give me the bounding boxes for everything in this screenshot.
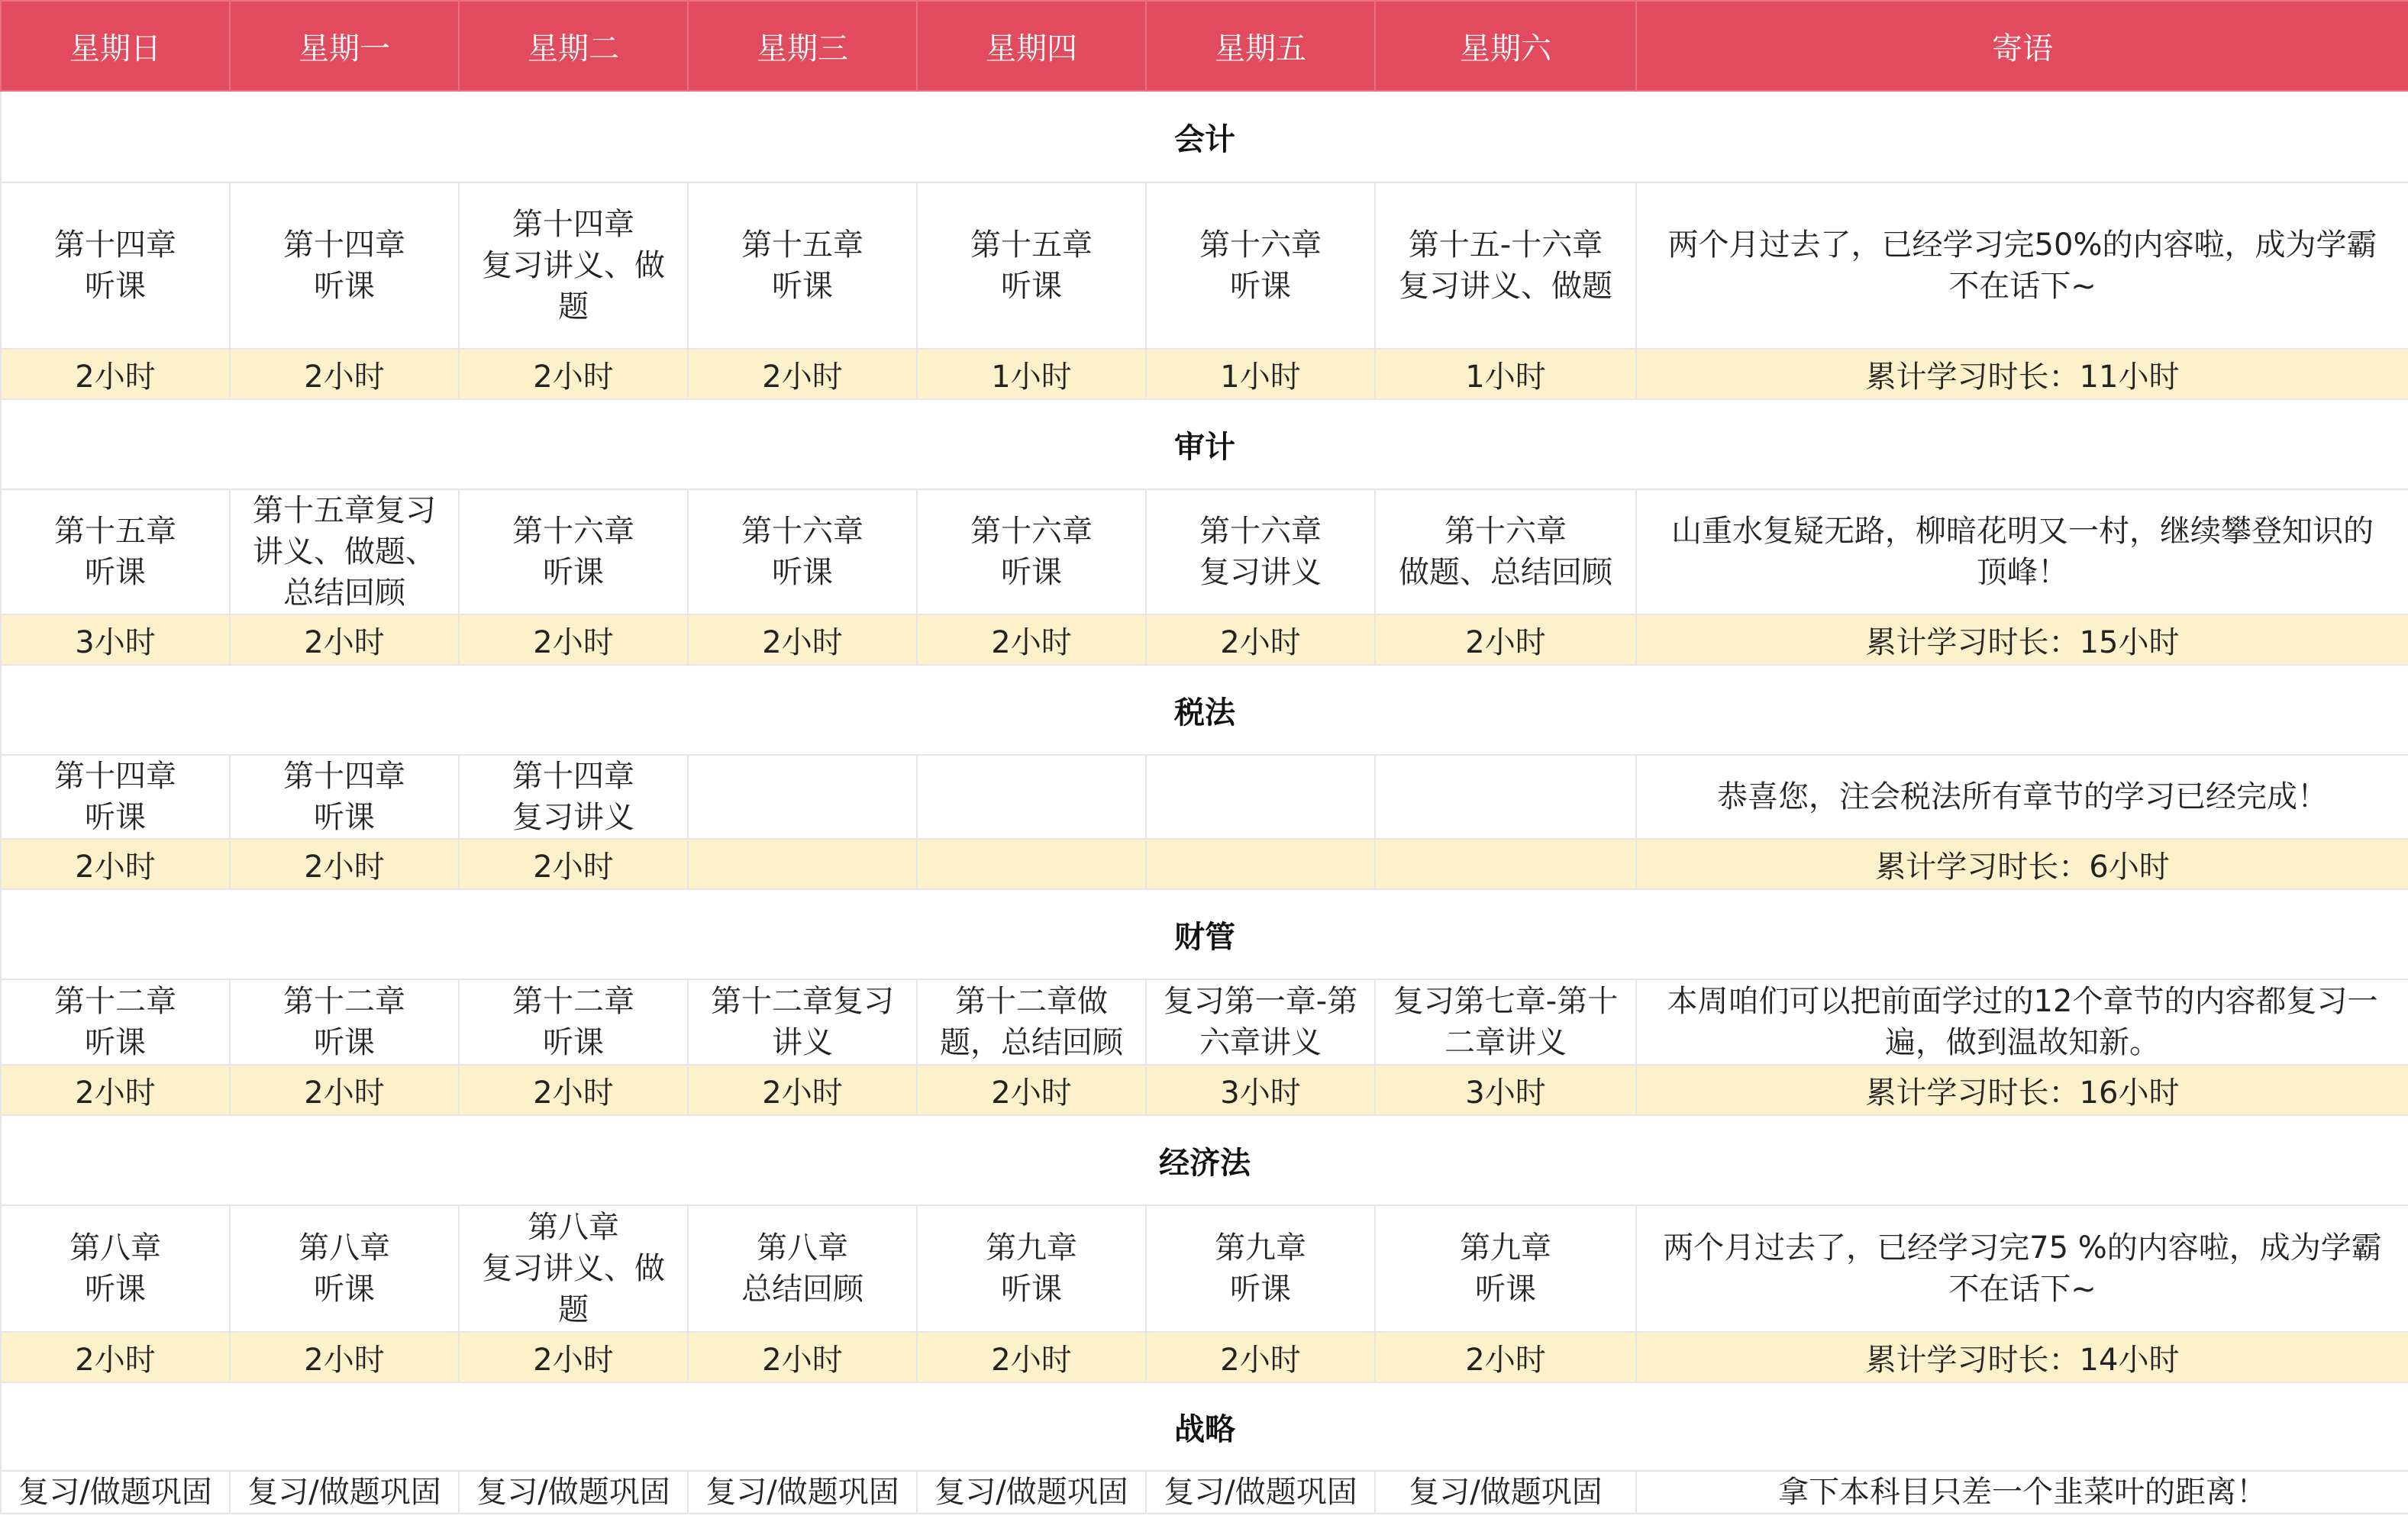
hours-cell: 2小时 bbox=[1, 349, 230, 399]
header-day-4: 星期四 bbox=[917, 1, 1146, 91]
hours-cell bbox=[917, 839, 1146, 889]
task-cell bbox=[1146, 755, 1375, 839]
task-cell: 第八章 总结回顾 bbox=[688, 1205, 917, 1332]
message-cell: 两个月过去了，已经学习完75 %的内容啦，成为学霸 不在话下~ bbox=[1636, 1205, 2408, 1332]
subject-title: 战略 bbox=[1, 1382, 2408, 1471]
hours-cell: 2小时 bbox=[230, 1065, 459, 1115]
task-cell: 复习/做题巩固 bbox=[230, 1471, 459, 1514]
header-day-6: 星期六 bbox=[1375, 1, 1636, 91]
subject-title: 会计 bbox=[1, 91, 2408, 182]
task-cell: 第十六章 听课 bbox=[1146, 182, 1375, 349]
hours-cell: 2小时 bbox=[688, 349, 917, 399]
task-cell: 第十六章 听课 bbox=[688, 489, 917, 614]
hours-row bbox=[1, 839, 2408, 889]
hours-cell: 2小时 bbox=[230, 349, 459, 399]
total-hours-cell: 累计学习时长：14小时 bbox=[1636, 1332, 2408, 1382]
hours-cell: 2小时 bbox=[1, 1065, 230, 1115]
subject-row bbox=[1, 91, 2408, 182]
task-cell: 复习/做题巩固 bbox=[1375, 1471, 1636, 1514]
task-cell: 第十六章 听课 bbox=[917, 489, 1146, 614]
header-day-1: 星期一 bbox=[230, 1, 459, 91]
task-cell: 第十五章 听课 bbox=[1, 489, 230, 614]
content-row bbox=[1, 1205, 2408, 1332]
header-message: 寄语 bbox=[1636, 1, 2408, 91]
task-cell: 第十五章 听课 bbox=[917, 182, 1146, 349]
hours-cell: 2小时 bbox=[688, 614, 917, 665]
task-cell: 第九章 听课 bbox=[1375, 1205, 1636, 1332]
hours-cell: 1小时 bbox=[1146, 349, 1375, 399]
header-row bbox=[1, 1, 2408, 91]
hours-cell: 2小时 bbox=[230, 839, 459, 889]
hours-cell: 2小时 bbox=[1, 1332, 230, 1382]
hours-cell: 2小时 bbox=[459, 614, 688, 665]
hours-cell: 2小时 bbox=[688, 1065, 917, 1115]
task-cell: 复习/做题巩固 bbox=[1146, 1471, 1375, 1514]
total-hours-cell: 累计学习时长：16小时 bbox=[1636, 1065, 2408, 1115]
hours-row bbox=[1, 614, 2408, 665]
hours-row bbox=[1, 1065, 2408, 1115]
subject-row bbox=[1, 1382, 2408, 1471]
hours-cell: 2小时 bbox=[688, 1332, 917, 1382]
task-cell: 复习/做题巩固 bbox=[1, 1471, 230, 1514]
message-cell: 两个月过去了，已经学习完50%的内容啦，成为学霸 不在话下~ bbox=[1636, 182, 2408, 349]
subject-title: 税法 bbox=[1, 665, 2408, 755]
hours-cell bbox=[1146, 839, 1375, 889]
hours-cell: 2小时 bbox=[917, 1332, 1146, 1382]
header-day-0: 星期日 bbox=[1, 1, 230, 91]
hours-cell: 2小时 bbox=[1146, 1332, 1375, 1382]
task-cell bbox=[688, 755, 917, 839]
table-body bbox=[1, 91, 2408, 1514]
task-cell: 第八章 听课 bbox=[1, 1205, 230, 1332]
subject-row bbox=[1, 399, 2408, 489]
subject-row bbox=[1, 1115, 2408, 1205]
task-cell: 第十五-十六章 复习讲义、做题 bbox=[1375, 182, 1636, 349]
header-day-5: 星期五 bbox=[1146, 1, 1375, 91]
message-cell: 恭喜您，注会税法所有章节的学习已经完成！ bbox=[1636, 755, 2408, 839]
task-cell: 第十五章 听课 bbox=[688, 182, 917, 349]
total-hours-cell: 累计学习时长：11小时 bbox=[1636, 349, 2408, 399]
task-cell: 复习第七章-第十 二章讲义 bbox=[1375, 979, 1636, 1065]
task-cell: 第十四章 复习讲义、做 题 bbox=[459, 182, 688, 349]
task-cell: 第十五章复习 讲义、做题、 总结回顾 bbox=[230, 489, 459, 614]
total-hours-cell: 累计学习时长：6小时 bbox=[1636, 839, 2408, 889]
hours-cell: 2小时 bbox=[917, 1065, 1146, 1115]
total-hours-cell: 累计学习时长：15小时 bbox=[1636, 614, 2408, 665]
task-cell: 第十二章 听课 bbox=[230, 979, 459, 1065]
header-day-2: 星期二 bbox=[459, 1, 688, 91]
task-cell: 第十四章 听课 bbox=[1, 755, 230, 839]
message-cell: 拿下本科目只差一个韭菜叶的距离！ bbox=[1636, 1471, 2408, 1514]
hours-cell: 3小时 bbox=[1375, 1065, 1636, 1115]
task-cell: 第十二章做 题，总结回顾 bbox=[917, 979, 1146, 1065]
header-day-3: 星期三 bbox=[688, 1, 917, 91]
task-cell: 第十四章 听课 bbox=[1, 182, 230, 349]
task-cell: 复习/做题巩固 bbox=[917, 1471, 1146, 1514]
task-cell: 复习/做题巩固 bbox=[688, 1471, 917, 1514]
subject-title: 审计 bbox=[1, 399, 2408, 489]
task-cell: 第十二章 听课 bbox=[1, 979, 230, 1065]
subject-title: 财管 bbox=[1, 889, 2408, 979]
content-row bbox=[1, 1471, 2408, 1514]
hours-cell bbox=[1375, 839, 1636, 889]
task-cell: 复习第一章-第 六章讲义 bbox=[1146, 979, 1375, 1065]
message-cell: 山重水复疑无路，柳暗花明又一村，继续攀登知识的 顶峰！ bbox=[1636, 489, 2408, 614]
task-cell: 第十四章 听课 bbox=[230, 755, 459, 839]
task-cell: 第十四章 复习讲义 bbox=[459, 755, 688, 839]
content-row bbox=[1, 979, 2408, 1065]
hours-cell: 2小时 bbox=[1, 839, 230, 889]
hours-cell: 3小时 bbox=[1, 614, 230, 665]
task-cell: 第八章 复习讲义、做 题 bbox=[459, 1205, 688, 1332]
task-cell: 第十二章复习 讲义 bbox=[688, 979, 917, 1065]
task-cell: 第十四章 听课 bbox=[230, 182, 459, 349]
hours-cell: 2小时 bbox=[917, 614, 1146, 665]
hours-cell: 2小时 bbox=[459, 1332, 688, 1382]
hours-cell: 2小时 bbox=[459, 839, 688, 889]
hours-cell: 2小时 bbox=[230, 1332, 459, 1382]
content-row bbox=[1, 755, 2408, 839]
hours-cell: 1小时 bbox=[1375, 349, 1636, 399]
message-cell: 本周咱们可以把前面学过的12个章节的内容都复习一 遍，做到温故知新。 bbox=[1636, 979, 2408, 1065]
task-cell: 第十二章 听课 bbox=[459, 979, 688, 1065]
task-cell: 复习/做题巩固 bbox=[459, 1471, 688, 1514]
hours-cell: 2小时 bbox=[230, 614, 459, 665]
subject-title: 经济法 bbox=[1, 1115, 2408, 1205]
hours-row bbox=[1, 1332, 2408, 1382]
content-row bbox=[1, 489, 2408, 614]
hours-cell bbox=[688, 839, 917, 889]
hours-cell: 2小时 bbox=[1146, 614, 1375, 665]
hours-cell: 2小时 bbox=[1375, 1332, 1636, 1382]
table-header bbox=[1, 1, 2408, 91]
task-cell: 第九章 听课 bbox=[917, 1205, 1146, 1332]
task-cell bbox=[1375, 755, 1636, 839]
hours-cell: 1小时 bbox=[917, 349, 1146, 399]
hours-row bbox=[1, 349, 2408, 399]
subject-row bbox=[1, 889, 2408, 979]
task-cell: 第八章 听课 bbox=[230, 1205, 459, 1332]
task-cell: 第十六章 做题、总结回顾 bbox=[1375, 489, 1636, 614]
hours-cell: 2小时 bbox=[459, 1065, 688, 1115]
task-cell: 第十六章 复习讲义 bbox=[1146, 489, 1375, 614]
task-cell: 第九章 听课 bbox=[1146, 1205, 1375, 1332]
content-row bbox=[1, 182, 2408, 349]
hours-cell: 2小时 bbox=[459, 349, 688, 399]
subject-row bbox=[1, 665, 2408, 755]
hours-cell: 2小时 bbox=[1375, 614, 1636, 665]
task-cell: 第十六章 听课 bbox=[459, 489, 688, 614]
hours-cell: 3小时 bbox=[1146, 1065, 1375, 1115]
task-cell bbox=[917, 755, 1146, 839]
